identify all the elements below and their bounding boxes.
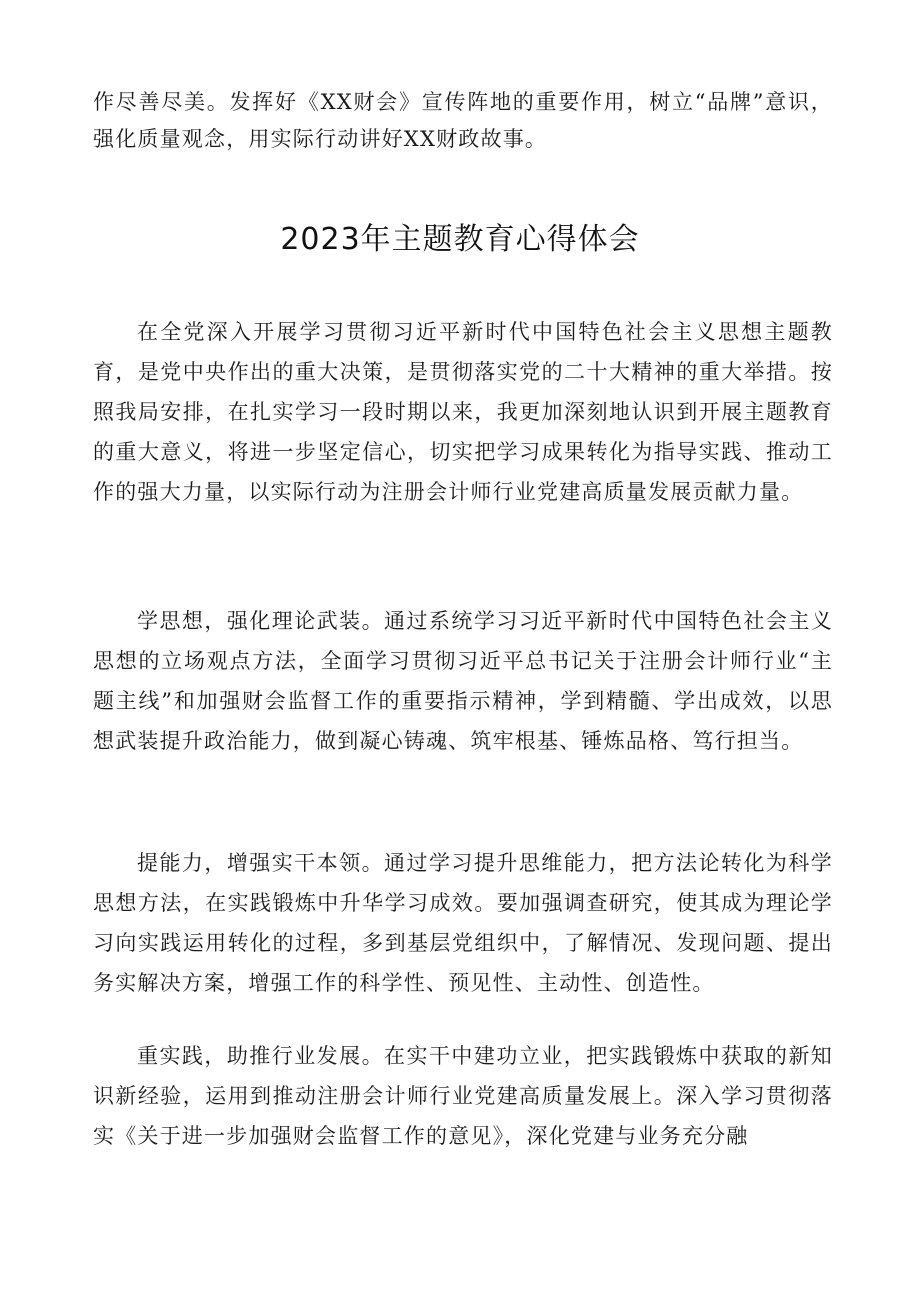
body-paragraph-improve-ability: 提能力，增强实干本领。通过学习提升思维能力，把方法论转化为科学思想方法，在实践锻炼中升华学习成效。要加强调查研究，使其成为理论学习向实践运用转化的过程，多到基层党组织中，了解情况、发现问题、提出务实解决方案，增强工作的科学性、预见性、主动性、创造性。	[93, 851, 833, 995]
body-paragraph-practice: 重实践，助推行业发展。在实干中建功立业，把实践锻炼中获取的新知识新经验，运用到推动注册会计师行业党建高质量发展上。深入学习贯彻落实《关于进一步加强财会监督工作的意见》，深化党建与业务充分融	[93, 1044, 833, 1148]
page-title: 2023年主题教育心得体会	[280, 222, 640, 257]
body-paragraph-intro: 在全党深入开展学习贯彻习近平新时代中国特色社会主义思想主题教育，是党中央作出的重大决策，是贯彻落实党的二十大精神的重大举措。按照我局安排，在扎实学习一段时期以来，我更加深刻地认识到开展主题教育的重大意义，将进一步坚定信心，切实把学习成果转化为指导实践、推动工作的强大力量，以实际行动为注册会计师行业党建高质量发展贡献力量。	[93, 320, 833, 504]
carry-over-paragraph: 作尽善尽美。发挥好《XX财会》宣传阵地的重要作用，树立“品牌”意识，强化质量观念，用实际行动讲好XX财政故事。	[93, 90, 833, 151]
body-paragraph-study-thought: 学思想，强化理论武装。通过系统学习习近平新时代中国特色社会主义思想的立场观点方法，全面学习贯彻习近平总书记关于注册会计师行业“主题主线”和加强财会监督工作的重要指示精神，学到精髓、学出成效，以思想武装提升政治能力，做到凝心铸魂、筑牢根基、锤炼品格、笃行担当。	[93, 609, 833, 753]
